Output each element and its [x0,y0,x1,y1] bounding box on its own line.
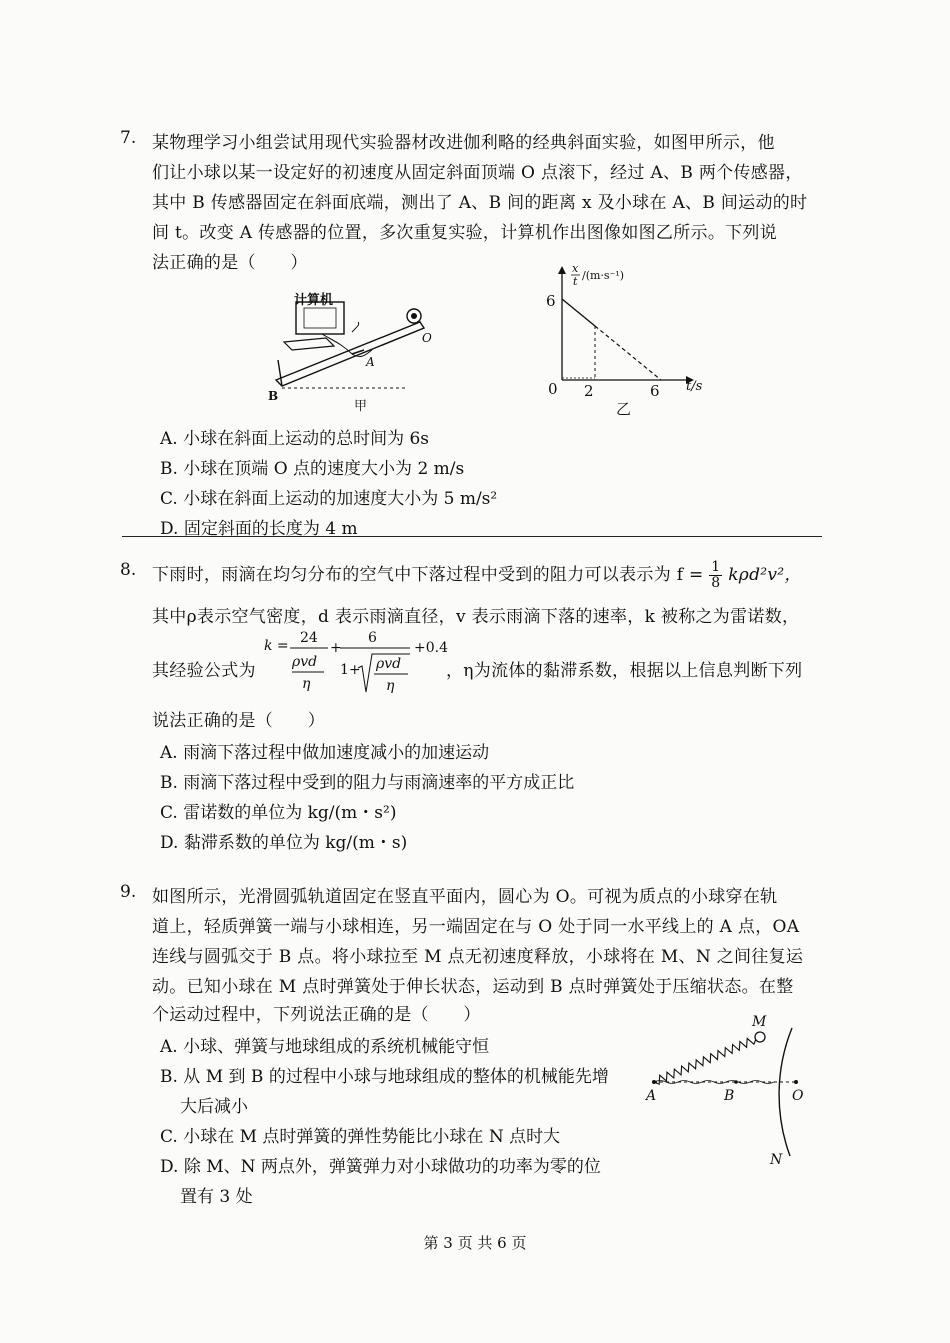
y-label-unit: /(m·s⁻¹) [582,269,625,282]
q8-option-c: C. 雷诺数的单位为 kg/(m・s²) [160,803,397,823]
formula-tail: +0.4 [414,640,448,656]
tick-y-6: 6 [546,292,556,310]
computer-screen [304,308,336,328]
formula-k: k = [264,638,289,654]
q7-line-5: 法正确的是（ ） [152,253,308,273]
q7-line-4: 间 t。改变 A 传感器的位置，多次重复实验，计算机作出图像如图乙所示。下列说 [152,223,778,243]
q8-line-4: 说法正确的是（ ） [152,711,325,731]
q7-line-3: 其中 B 传感器固定在斜面底端，测出了 A、B 间的距离 x 及小球在 A、B 间运动的时 [152,193,808,213]
figure-caption-jia: 甲 [354,399,368,414]
point-a [652,1080,656,1084]
q7-option-d: D. 固定斜面的长度为 4 m [160,519,358,539]
fraction-num: 1 [711,559,721,575]
label-b: B [268,389,279,403]
computer-keyboard [284,338,334,350]
x-label: t/s [686,379,703,394]
q9-line-4: 动。已知小球在 M 点时弹簧处于伸长状态，运动到 B 点时弹簧处于压缩状态。在整 [152,977,794,997]
q9-line-5: 个运动过程中，下列说法正确的是（ ） [152,1005,481,1025]
page-footer: 第 3 页 共 6 页 [423,1234,527,1252]
q8-reynolds-formula [260,624,450,704]
label-m: M [752,1014,767,1030]
q8-line-2: 其中ρ表示空气密度，d 表示雨滴直径，v 表示雨滴下落的速率，k 被称之为雷诺数， [152,607,800,627]
q9-option-c: C. 小球在 M 点时弹簧的弹性势能比小球在 N 点时大 [160,1127,561,1147]
q8-line-1-formula: kρd²v²， [728,565,802,585]
q7-option-a: A. 小球在斜面上运动的总时间为 6s [160,429,430,449]
q8-line-3-pre: 其经验公式为 [152,661,256,681]
q8-number: 8. [120,560,137,580]
q7-number: 7. [120,128,137,148]
label-o: O [422,331,432,345]
tick-x-6: 6 [650,382,660,400]
point-b [734,1080,738,1084]
label-n: N [770,1152,783,1168]
q9-line-3: 连线与圆弧交于 B 点。将小球拉至 M 点无初速度释放，小球将在 M、N 之间往复运 [152,947,804,967]
formula-rho-vd-2: ρvd [376,656,402,672]
q7-figure-jia [262,282,442,414]
tick-origin: 0 [548,380,558,398]
ball-m [755,1032,765,1042]
series-segment-solid [562,299,595,326]
q8-option-b: B. 雨滴下落过程中受到的阻力与雨滴速率的平方成正比 [160,773,575,793]
q8-line-1 [152,560,802,591]
formula-eta-2: η [386,678,395,694]
fraction-den: 8 [711,575,721,591]
formula-plus: + [330,640,342,656]
q9-option-a: A. 小球、弹簧与地球组成的系统机械能守恒 [160,1037,490,1057]
incline-plane [276,322,424,386]
q9-line-2: 道上，轻质弹簧一端与小球相连，另一端固定在与 O 处于同一水平线上的 A 点，OA [152,917,800,937]
formula-24: 24 [300,630,318,646]
q8-line-1-text: 下雨时，雨滴在均匀分布的空气中下落过程中受到的阻力可以表示为 f = [152,565,704,585]
y-label-denominator: t [573,275,578,288]
figure-caption-yi: 乙 [616,400,632,418]
sensor-cable-b [352,322,359,332]
sensor-cable-a [322,334,372,357]
q9-number: 9. [120,882,137,902]
label-o: O [792,1088,804,1104]
q7-figure-yi-chart [536,262,726,420]
q9-option-b-cont: 大后减小 [180,1097,248,1117]
q9-figure [640,1008,830,1178]
q9-line-1: 如图所示，光滑圆弧轨道固定在竖直平面内，圆心为 O。可视为质点的小球穿在轨 [152,887,778,907]
point-o [794,1080,798,1084]
series-segment-dashed [595,326,661,380]
q8-option-d: D. 黏滞系数的单位为 kg/(m・s) [160,833,408,853]
label-a: A [646,1088,657,1104]
y-axis-arrow [558,266,566,274]
arc-track [779,1028,792,1156]
tick-x-2: 2 [584,382,594,400]
q9-option-d-cont: 置有 3 处 [180,1187,253,1207]
q7-line-1: 某物理学习小组尝试用现代实验器材改进伽利略的经典斜面实验，如图甲所示，他 [152,133,775,153]
computer-label: 计算机 [294,293,334,308]
formula-rho-vd-1: ρvd [292,654,318,670]
q7-option-b: B. 小球在顶端 O 点的速度大小为 2 m/s [160,459,465,479]
spring [654,1038,756,1084]
y-label-numerator: x [572,262,579,275]
q7-line-2: 们让小球以某一设定好的初速度从固定斜面顶端 O 点滚下，经过 A、B 两个传感器， [152,163,803,183]
q7-option-c: C. 小球在斜面上运动的加速度大小为 5 m/s² [160,489,498,509]
formula-eta-1: η [302,676,311,692]
ball-center [411,313,417,319]
q8-option-a: A. 雨滴下落过程中做加速度减小的加速运动 [160,743,490,763]
formula-6: 6 [368,630,377,646]
q9-option-d: D. 除 M、N 两点外，弹簧弹力对小球做功的功率为零的位 [160,1157,601,1177]
formula-1plus: 1+ [340,662,361,678]
q9-option-b: B. 从 M 到 B 的过程中小球与地球组成的整体的机械能先增 [160,1067,609,1087]
question-divider [122,536,822,537]
q8-fraction-one-eighth [709,560,722,591]
q8-line-3-post: ，η为流体的黏滞系数，根据以上信息判断下列 [446,661,803,681]
label-b: B [724,1088,735,1104]
label-a: A [366,355,375,369]
